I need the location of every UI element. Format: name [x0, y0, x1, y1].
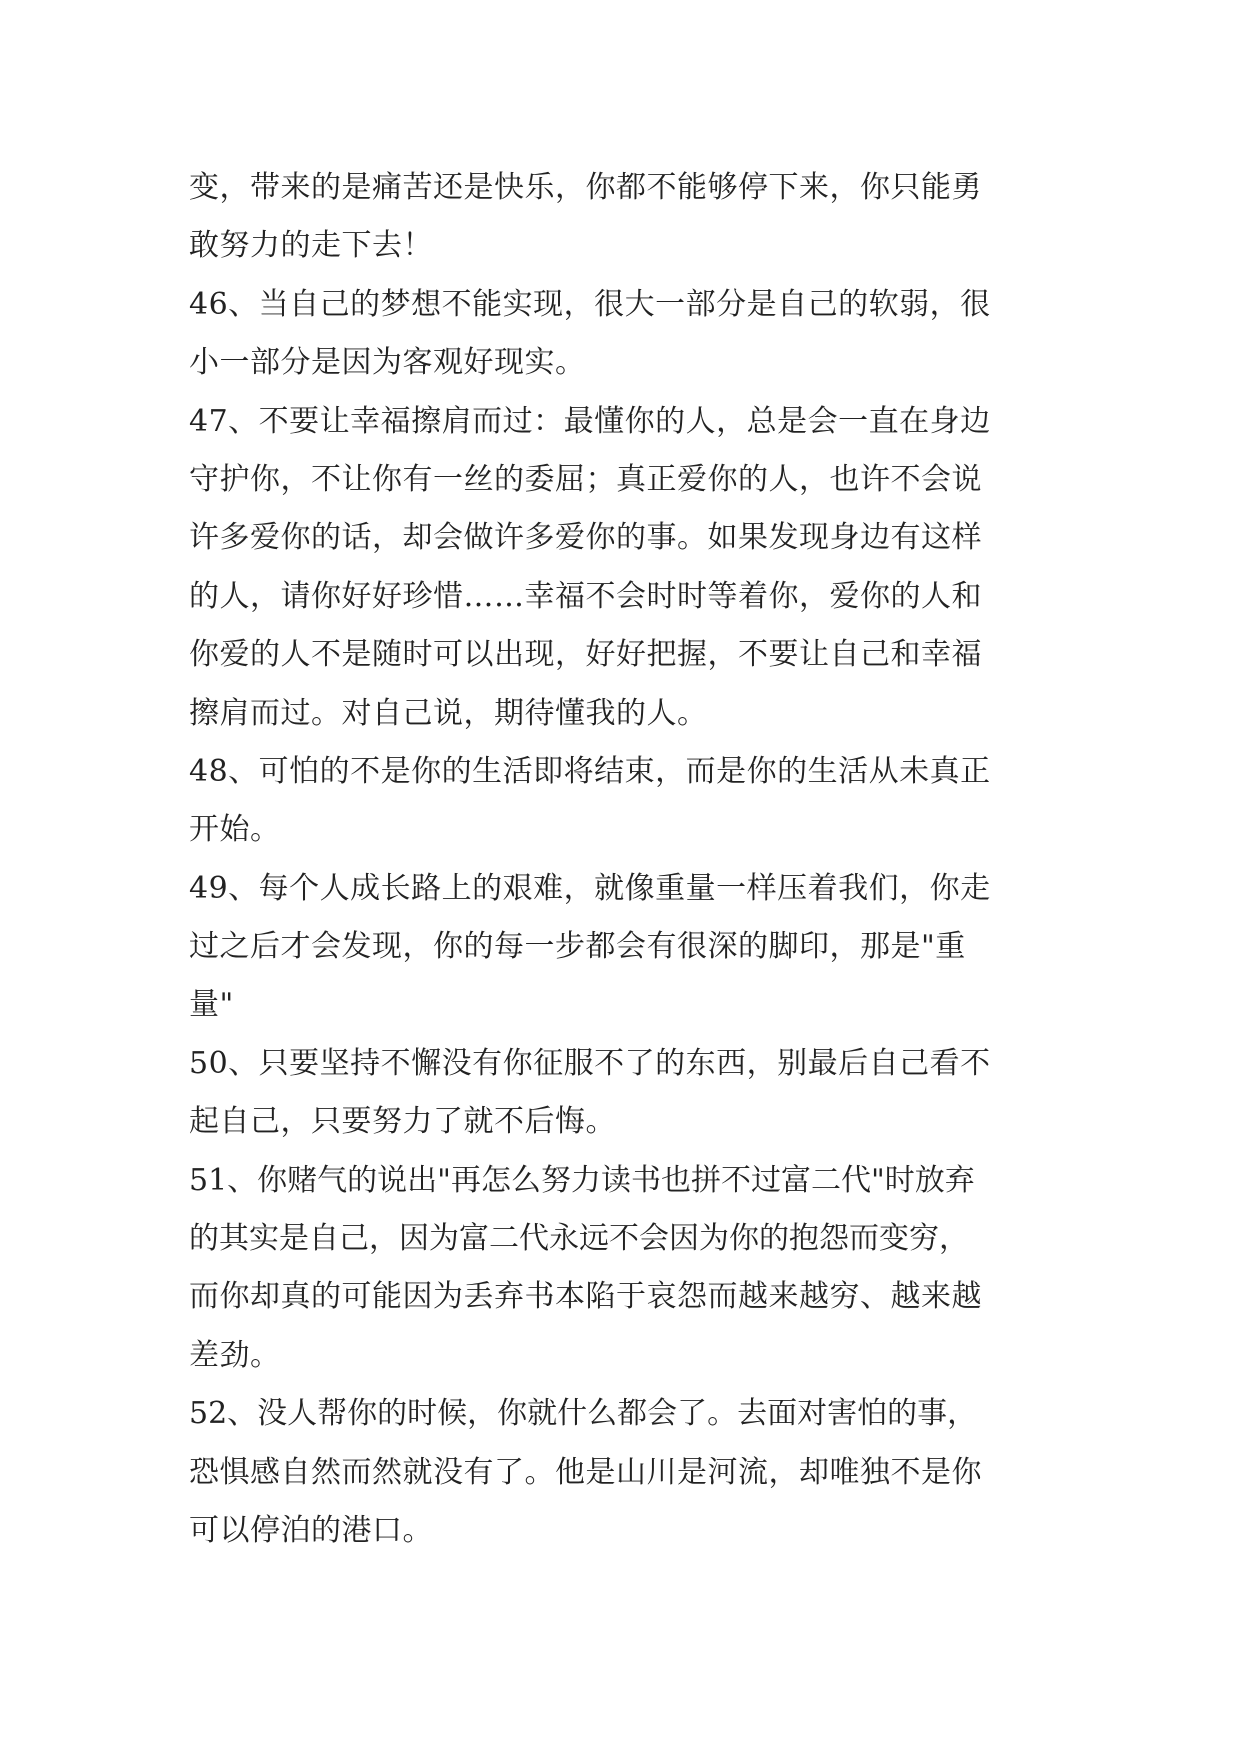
text-line: 的人，请你好好珍惜……幸福不会时时等着你，爱你的人和	[189, 578, 982, 614]
text-line: 量"	[189, 987, 234, 1023]
text-line: 开始。	[189, 812, 281, 848]
text-line: 许多爱你的话，却会做许多爱你的事。如果发现身边有这样	[189, 520, 982, 556]
text-line: 49、每个人成长路上的艰难，就像重量一样压着我们，你走	[189, 870, 991, 906]
body-text	[189, 159, 1069, 1560]
text-line: 擦肩而过。对自己说，期待懂我的人。	[189, 695, 708, 731]
text-line: 恐惧感自然而然就没有了。他是山川是河流，却唯独不是你	[189, 1454, 982, 1490]
text-line: 起自己，只要努力了就不后悔。	[189, 1104, 616, 1140]
text-line: 小一部分是因为客观好现实。	[189, 345, 586, 381]
text-line: 的其实是自己，因为富二代永远不会因为你的抱怨而变穷，	[189, 1221, 969, 1257]
text-line: 48、可怕的不是你的生活即将结束，而是你的生活从未真正	[189, 753, 991, 789]
text-line: 变，带来的是痛苦还是快乐，你都不能够停下来，你只能勇	[189, 170, 982, 205]
text-line: 可以停泊的港口。	[189, 1512, 433, 1548]
text-line: 50、只要坚持不懈没有你征服不了的东西，别最后自己看不	[189, 1045, 991, 1081]
text-line: 守护你，不让你有一丝的委屈；真正爱你的人，也许不会说	[189, 461, 982, 497]
text-line: 而你却真的可能因为丢弃书本陷于哀怨而越来越穷、越来越	[189, 1279, 982, 1315]
text-line: 51、你赌气的说出"再怎么努力读书也拼不过富二代"时放弃	[189, 1162, 975, 1198]
text-line: 过之后才会发现，你的每一步都会有很深的脚印，那是"重	[189, 929, 966, 965]
text-line: 47、不要让幸福擦肩而过：最懂你的人，总是会一直在身边	[189, 403, 991, 439]
text-line: 你爱的人不是随时可以出现，好好把握，不要让自己和幸福	[189, 637, 982, 673]
text-line: 敢努力的走下去！	[189, 228, 433, 264]
text-line: 52、没人帮你的时候，你就什么都会了。去面对害怕的事，	[189, 1396, 978, 1432]
text-line: 46、当自己的梦想不能实现，很大一部分是自己的软弱，很	[189, 286, 991, 322]
text-line: 差劲。	[189, 1337, 281, 1373]
